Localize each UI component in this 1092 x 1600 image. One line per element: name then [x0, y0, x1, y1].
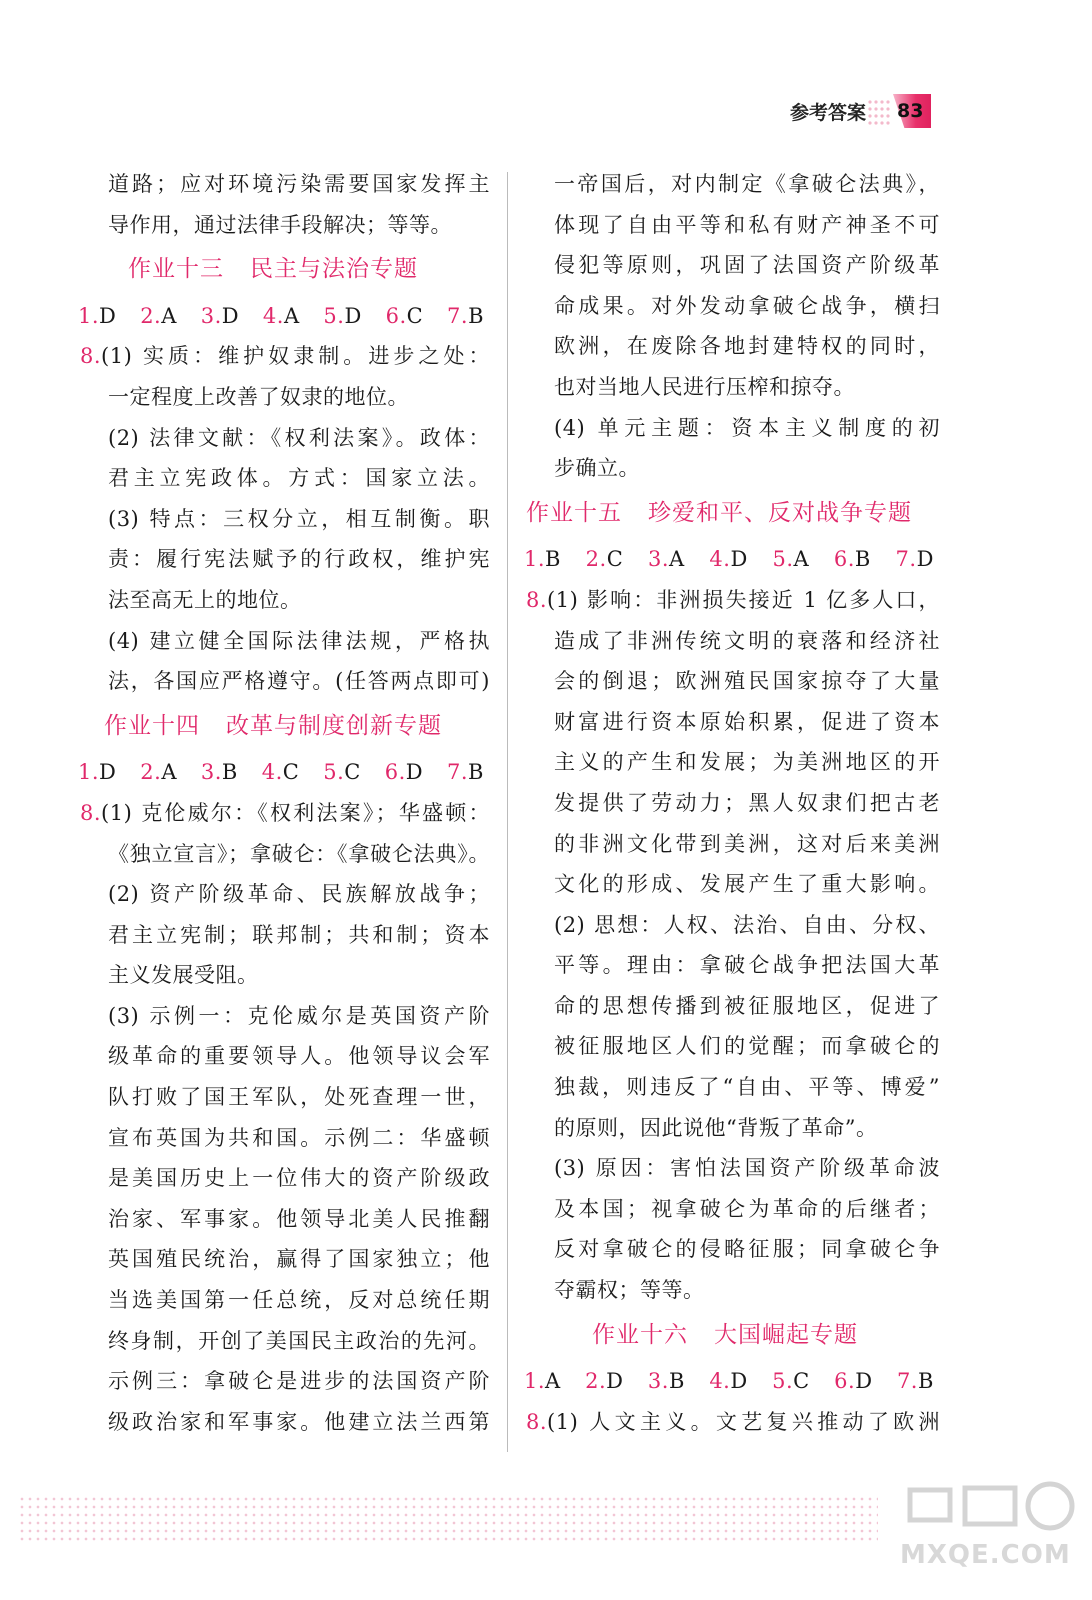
answer-item: 1.D: [78, 760, 117, 785]
section-title: 改革与制度创新专题: [226, 712, 442, 739]
answer-item: 7.D: [895, 547, 934, 572]
left-column: [78, 164, 490, 1442]
text-line: 及本国；视拿破仑为革命的后继者；: [554, 1196, 940, 1221]
question-line: 8.(1) 影响：非洲损失接近 1 亿多人口，: [526, 587, 940, 612]
column-divider: [507, 172, 508, 1452]
text-line: 宣布英国为共和国。示例二：华盛顿: [108, 1125, 490, 1150]
text-line: 体现了自由平等和私有财产神圣不可: [554, 212, 940, 237]
text-line: 法，各国应严格遵守。(任答两点即可): [108, 669, 490, 694]
answer-row: [524, 1361, 940, 1402]
text-line: 一帝国后，对内制定《拿破仑法典》，: [554, 172, 940, 196]
page-header: [0, 0, 1092, 140]
answer-item: 7.B: [447, 303, 484, 328]
section-heading-16: [524, 1315, 940, 1356]
text-line: 级革命的重要领导人。他领导议会军: [108, 1044, 490, 1069]
text-line: 发提供了劳动力；黑人奴隶们把古老: [554, 790, 940, 815]
text-line: 命的思想传播到被征服地区，促进了: [554, 993, 940, 1018]
text-line: 文化的形成、发展产生了重大影响。: [554, 872, 940, 897]
section-number: 作业十四: [104, 712, 200, 739]
section-title: 珍爱和平、反对战争专题: [648, 499, 912, 526]
decorative-dot-band: [18, 1495, 878, 1545]
text-line: 队打败了国王军队，处死查理一世，: [108, 1085, 490, 1110]
text-line: 终身制，开创了美国民主政治的先河。: [108, 1328, 490, 1353]
page-number: 83: [897, 100, 924, 122]
answer-item: 3.B: [200, 760, 238, 785]
section-title: 民主与法治专题: [250, 256, 418, 283]
text-line: 夺霸权；等等。: [554, 1278, 705, 1303]
text-line: 侵犯等原则，巩固了法国资产阶级革: [554, 253, 940, 278]
text-line: 《独立宣言》；拿破仑：《拿破仑法典》。: [108, 841, 490, 866]
answer-item: 5.D: [323, 303, 362, 328]
text-line: (3) 特点：三权分立，相互制衡。职: [108, 506, 490, 531]
text-line: 主义的产生和发展；为美洲地区的开: [554, 750, 940, 775]
text-line: 是美国历史上一位伟大的资产阶级政: [108, 1166, 490, 1191]
answer-item: 4.C: [261, 760, 300, 785]
text-line: 会的倒退；欧洲殖民国家掠夺了大量: [554, 669, 940, 694]
answer-item: 1.D: [78, 303, 117, 328]
text-line: (2) 资产阶级革命、民族解放战争；: [108, 882, 490, 907]
answer-item: 2.D: [585, 1369, 624, 1394]
text-line: 命成果。对外发动拿破仑战争，横扫: [554, 293, 940, 318]
answer-item: 5.A: [772, 547, 810, 572]
text-line: (2) 法律文献：《权利法案》。政体：: [108, 425, 490, 450]
answer-row: [78, 752, 490, 793]
text-line: 欧洲，在废除各地封建特权的同时，: [554, 334, 940, 359]
text-line: 君主立宪制；联邦制；共和制；资本: [108, 922, 490, 947]
text-line: 被征服地区人们的觉醒；而拿破仑的: [554, 1034, 940, 1059]
answer-item: 7.B: [896, 1369, 934, 1394]
text-line: 的原则，因此说他“背叛了革命”。: [554, 1115, 878, 1140]
text-line: 法至高无上的地位。: [108, 587, 302, 612]
text-line: 当选美国第一任总统，反对总统任期: [108, 1288, 490, 1313]
text-line: (2) 思想：人权、法治、自由、分权、: [554, 912, 940, 937]
answer-item: 5.C: [772, 1369, 810, 1394]
text-line: 的非洲文化带到美洲，这对后来美洲: [554, 831, 940, 856]
text-line: (3) 原因：害怕法国资产阶级革命波: [554, 1156, 940, 1181]
text-line: 道路；应对环境污染需要国家发挥主: [108, 172, 490, 196]
section-heading-15: [524, 493, 940, 534]
watermark-text: MXQE.COM: [900, 1540, 1071, 1570]
text-line: 英国殖民统治，赢得了国家独立；他: [108, 1247, 490, 1272]
header-title: 参考答案: [790, 102, 867, 124]
text-line: 责：履行宪法赋予的行政权，维护宪: [108, 547, 490, 572]
text-line: (4) 单元主题：资本主义制度的初: [554, 415, 940, 440]
text-line: 平等。理由：拿破仑战争把法国大革: [554, 953, 940, 978]
answer-item: 3.B: [647, 1369, 685, 1394]
section-heading-14: [78, 706, 490, 747]
text-line: 独裁，则违反了“自由、平等、博爱”: [554, 1075, 940, 1100]
text-line: 一定程度上改善了奴隶的地位。: [108, 384, 409, 409]
answer-row: [524, 539, 940, 580]
question-line: 8.(1) 人文主义。文艺复兴推动了欧洲: [526, 1409, 940, 1434]
text-line: 也对当地人民进行压榨和掠夺。: [554, 374, 855, 399]
answer-item: 4.D: [709, 547, 748, 572]
text-line: 君主立宪政体。方式：国家立法。: [108, 466, 490, 491]
answer-item: 3.D: [200, 303, 240, 328]
question-line: 8.(1) 克伦威尔：《权利法案》；华盛顿：: [80, 800, 490, 825]
answer-item: 4.A: [262, 303, 300, 328]
text-line: 反对拿破仑的侵略征服；同拿破仑争: [554, 1237, 940, 1262]
text-line: 示例三：拿破仑是进步的法国资产阶: [108, 1369, 490, 1394]
section-number: 作业十五: [526, 499, 622, 526]
text-line: 财富进行资本原始积累，促进了资本: [554, 709, 940, 734]
answer-item: 6.D: [384, 760, 424, 785]
answer-item: 5.C: [323, 760, 361, 785]
text-line: 级政治家和军事家。他建立法兰西第: [108, 1409, 490, 1434]
section-number: 作业十三: [128, 256, 224, 283]
text-line: 导作用，通过法律手段解决；等等。: [108, 212, 452, 237]
answer-item: 2.A: [140, 303, 177, 328]
answer-item: 7.B: [446, 760, 484, 785]
text-line: 主义发展受阻。: [108, 963, 259, 988]
text-line: (4) 建立健全国际法律法规，严格执: [108, 628, 490, 653]
answer-row: [78, 296, 490, 337]
text-line: (3) 示例一：克伦威尔是英国资产阶: [108, 1003, 490, 1028]
question-line: 8.(1) 实质：维护奴隶制。进步之处：: [80, 344, 490, 369]
answer-item: 1.A: [524, 1369, 561, 1394]
section-title: 大国崛起专题: [714, 1321, 858, 1348]
text-line: 步确立。: [554, 456, 640, 481]
section-heading-13: [78, 249, 490, 290]
answer-item: 1.B: [524, 547, 561, 572]
answer-item: 6.D: [834, 1369, 873, 1394]
right-column: [524, 164, 940, 1442]
answer-item: 4.D: [709, 1369, 748, 1394]
text-line: 治家、军事家。他领导北美人民推翻: [108, 1206, 490, 1231]
answer-item: 6.C: [385, 303, 424, 328]
text-line: 造成了非洲传统文明的衰落和经济社: [554, 628, 940, 653]
answer-item: 3.A: [647, 547, 685, 572]
answer-item: 6.B: [833, 547, 871, 572]
section-number: 作业十六: [592, 1321, 688, 1348]
answer-item: 2.A: [140, 760, 177, 785]
answer-item: 2.C: [585, 547, 624, 572]
